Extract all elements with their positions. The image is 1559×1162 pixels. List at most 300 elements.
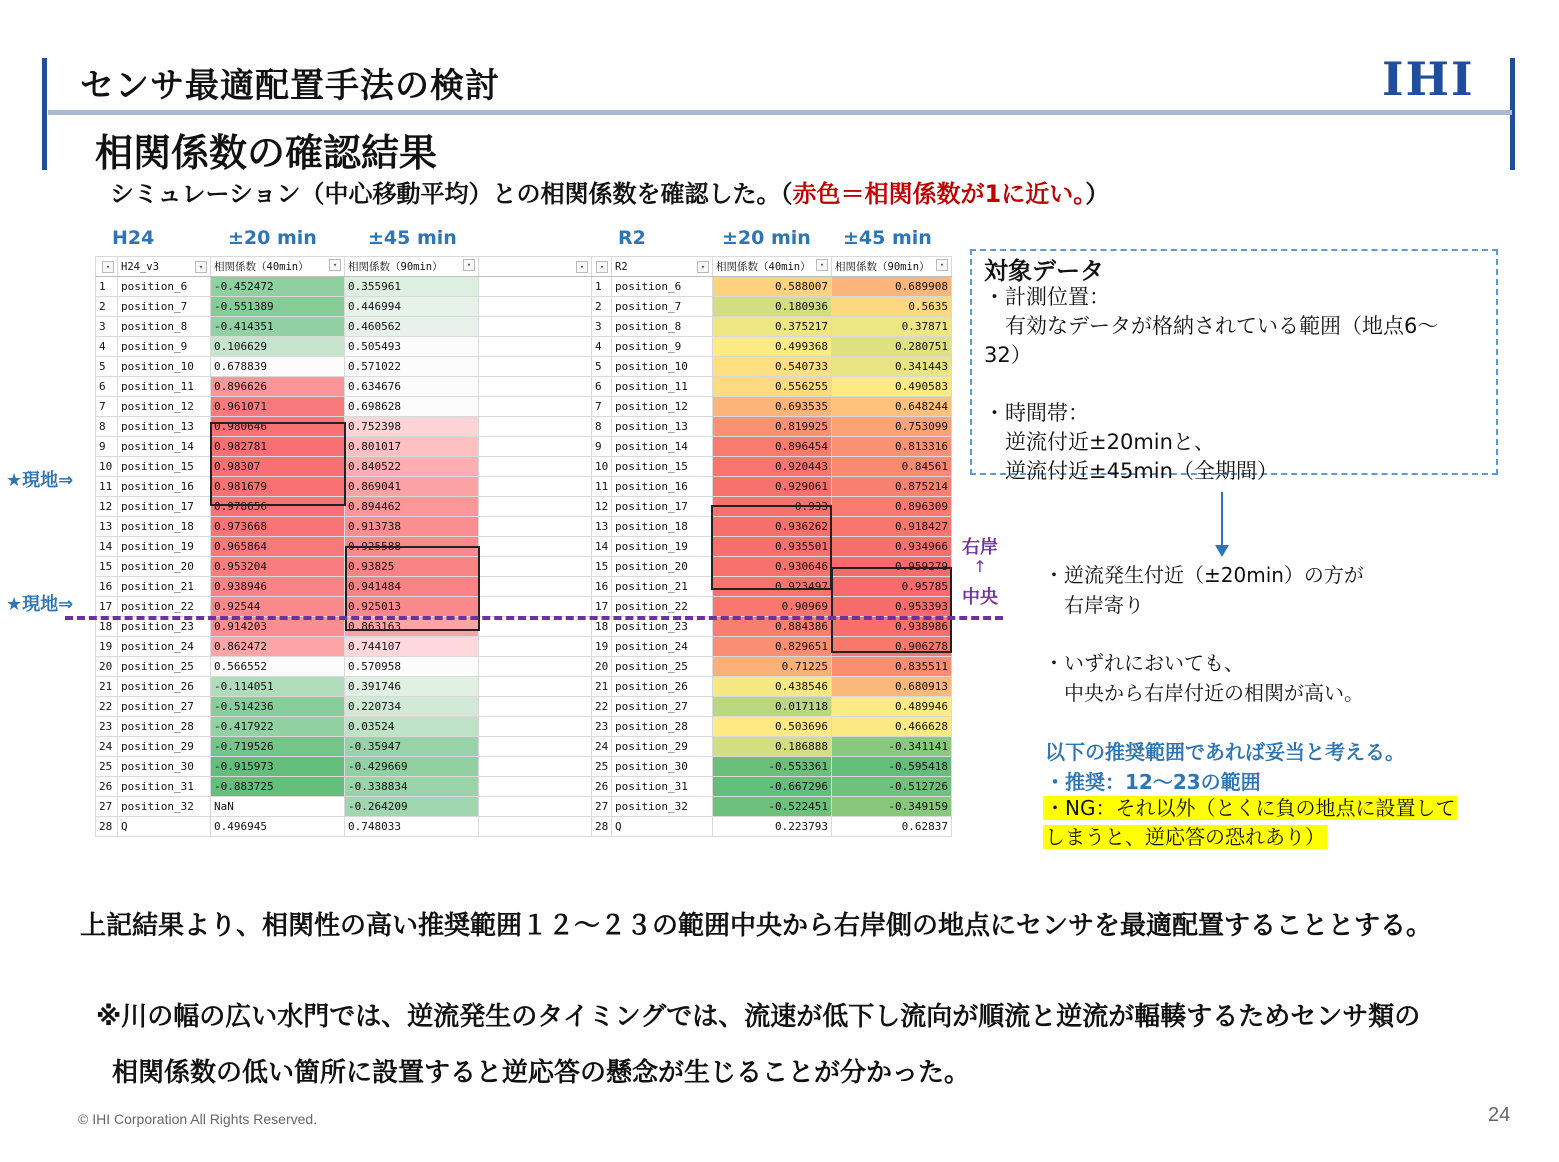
position-cell[interactable]: position_8 <box>118 317 211 337</box>
lead-prefix: シミュレーション（中心移動平均）との相関係数を確認した。（ <box>110 180 793 208</box>
corr-90min-cell[interactable]: 0.869041 <box>345 477 479 497</box>
corr-90min-cell[interactable]: 0.934966 <box>832 537 952 557</box>
row-index-cell[interactable]: 16 <box>592 577 612 597</box>
corr-40min-cell[interactable]: 0.503696 <box>713 717 832 737</box>
row-index-cell[interactable]: 6 <box>592 377 612 397</box>
corr-90min-cell[interactable]: 0.446994 <box>345 297 479 317</box>
row-index-cell[interactable]: 26 <box>592 777 612 797</box>
row-index-cell[interactable]: 5 <box>96 357 118 377</box>
site-marker-1: ★現地⇒ <box>6 470 74 491</box>
corr-40min-cell[interactable]: 0.106629 <box>211 337 345 357</box>
corr-40min-cell[interactable]: 0.375217 <box>713 317 832 337</box>
row-index-cell[interactable]: 2 <box>592 297 612 317</box>
h24-45min-label: ±45 min <box>368 227 457 249</box>
corr-40min-cell[interactable]: 0.678839 <box>211 357 345 377</box>
corr-90min-cell[interactable]: 0.490583 <box>832 377 952 397</box>
corr-40min-cell[interactable]: 0.930646 <box>713 557 832 577</box>
corr-40min-cell[interactable]: 0.920443 <box>713 457 832 477</box>
position-cell[interactable]: position_10 <box>118 357 211 377</box>
corr-40min-cell[interactable]: 0.499368 <box>713 337 832 357</box>
corr-90min-cell[interactable]: 0.925013 <box>345 597 479 617</box>
empty-cell[interactable] <box>479 677 592 697</box>
r2-20min-peak-box <box>711 505 832 590</box>
page-number: 24 <box>1488 1104 1511 1126</box>
position-cell[interactable]: position_17 <box>612 497 713 517</box>
corr-90min-cell[interactable]: 0.391746 <box>345 677 479 697</box>
position-cell[interactable]: position_29 <box>612 737 713 757</box>
position-cell[interactable]: position_15 <box>612 457 713 477</box>
row-index-cell[interactable]: 10 <box>592 457 612 477</box>
position-cell[interactable]: position_21 <box>118 577 211 597</box>
position-cell[interactable]: position_24 <box>612 637 713 657</box>
corr-90min-cell[interactable]: -0.338834 <box>345 777 479 797</box>
row-index-cell[interactable]: 18 <box>96 617 118 637</box>
corr-40min-cell[interactable]: 0.438546 <box>713 677 832 697</box>
row-index-cell[interactable]: 9 <box>592 437 612 457</box>
empty-cell[interactable] <box>479 317 592 337</box>
row-index-cell[interactable]: 11 <box>592 477 612 497</box>
empty-cell[interactable] <box>479 337 592 357</box>
corr-90min-cell[interactable]: 0.84561 <box>832 457 952 477</box>
empty-cell[interactable] <box>479 597 592 617</box>
filter-dropdown-icon[interactable]: ▾ <box>697 261 709 273</box>
corr-90min-cell[interactable]: 0.505493 <box>345 337 479 357</box>
row-index-cell[interactable]: 14 <box>96 537 118 557</box>
empty-cell[interactable] <box>479 437 592 457</box>
corr-90min-cell[interactable]: 0.03524 <box>345 717 479 737</box>
row-index-cell[interactable]: 13 <box>592 517 612 537</box>
row-index-cell[interactable]: 7 <box>592 397 612 417</box>
corr-40min-cell[interactable]: 0.973668 <box>211 517 345 537</box>
corr-40min-cell[interactable]: 0.92544 <box>211 597 345 617</box>
position-cell[interactable]: position_28 <box>118 717 211 737</box>
header-cell[interactable] <box>479 257 592 277</box>
corr-90min-cell[interactable]: 0.466628 <box>832 717 952 737</box>
table-row <box>96 397 592 417</box>
empty-cell[interactable] <box>479 397 592 417</box>
target-data-title: 対象データ <box>984 257 1104 285</box>
filter-dropdown-icon[interactable]: ▾ <box>463 259 475 271</box>
row-index-cell[interactable]: 16 <box>96 577 118 597</box>
filter-dropdown-icon[interactable]: ▾ <box>329 259 341 271</box>
position-cell[interactable]: position_22 <box>612 597 713 617</box>
row-index-cell[interactable]: 6 <box>96 377 118 397</box>
position-cell[interactable]: position_12 <box>612 397 713 417</box>
position-cell[interactable]: position_19 <box>118 537 211 557</box>
empty-cell[interactable] <box>479 297 592 317</box>
row-index-cell[interactable]: 21 <box>592 677 612 697</box>
position-cell[interactable]: position_12 <box>118 397 211 417</box>
filter-dropdown-icon[interactable]: ▾ <box>936 259 948 271</box>
corr-90min-cell[interactable]: 0.840522 <box>345 457 479 477</box>
table-row <box>96 557 592 577</box>
filter-dropdown-icon[interactable]: ▾ <box>195 261 207 273</box>
corr-90min-cell[interactable]: 0.93825 <box>345 557 479 577</box>
position-cell[interactable]: position_21 <box>612 577 713 597</box>
empty-cell[interactable] <box>479 777 592 797</box>
corr-40min-cell[interactable]: -0.719526 <box>211 737 345 757</box>
corr-40min-cell[interactable]: 0.556255 <box>713 377 832 397</box>
corr-40min-cell[interactable]: -0.522451 <box>713 797 832 817</box>
corr-90min-cell[interactable]: 0.953393 <box>832 597 952 617</box>
down-arrow-stem <box>1221 492 1223 546</box>
position-cell[interactable]: position_31 <box>612 777 713 797</box>
row-index-cell[interactable]: 23 <box>592 717 612 737</box>
corr-40min-cell[interactable]: -0.417922 <box>211 717 345 737</box>
position-cell[interactable]: position_29 <box>118 737 211 757</box>
position-cell[interactable]: position_25 <box>612 657 713 677</box>
empty-cell[interactable] <box>479 537 592 557</box>
corr-90min-cell[interactable]: 0.894462 <box>345 497 479 517</box>
header-cell[interactable] <box>592 257 612 277</box>
row-index-cell[interactable]: 18 <box>592 617 612 637</box>
corr-40min-cell[interactable]: 0.540733 <box>713 357 832 377</box>
corr-40min-cell[interactable]: 0.819925 <box>713 417 832 437</box>
header-cell[interactable] <box>612 257 713 277</box>
position-cell[interactable]: position_6 <box>118 277 211 297</box>
corr-40min-cell[interactable]: -0.915973 <box>211 757 345 777</box>
position-cell[interactable]: position_16 <box>612 477 713 497</box>
row-index-cell[interactable]: 28 <box>592 817 612 837</box>
table-row <box>592 417 952 437</box>
note-center-right: ・いずれにおいても、 中央から右岸付近の相関が高い。 <box>1044 651 1364 705</box>
row-index-cell[interactable]: 25 <box>96 757 118 777</box>
position-cell[interactable]: position_15 <box>118 457 211 477</box>
corr-40min-cell[interactable]: -0.883725 <box>211 777 345 797</box>
corr-90min-cell[interactable]: 0.941484 <box>345 577 479 597</box>
table-row <box>96 537 592 557</box>
row-index-cell[interactable]: 12 <box>592 497 612 517</box>
position-cell[interactable]: position_18 <box>118 517 211 537</box>
corr-90min-cell[interactable]: 0.220734 <box>345 697 479 717</box>
position-cell[interactable]: position_30 <box>118 757 211 777</box>
row-index-cell[interactable]: 27 <box>592 797 612 817</box>
corr-90min-cell[interactable]: 0.5635 <box>832 297 952 317</box>
empty-cell[interactable] <box>479 357 592 377</box>
corr-40min-cell[interactable]: 0.98307 <box>211 457 345 477</box>
corr-40min-cell[interactable]: NaN <box>211 797 345 817</box>
position-cell[interactable]: position_14 <box>612 437 713 457</box>
position-cell[interactable]: position_19 <box>612 537 713 557</box>
corr-90min-cell[interactable]: 0.748033 <box>345 817 479 837</box>
row-index-cell[interactable]: 12 <box>96 497 118 517</box>
position-cell[interactable]: position_16 <box>118 477 211 497</box>
empty-cell[interactable] <box>479 377 592 397</box>
header-label: 相関係数（90min） <box>348 261 443 273</box>
position-cell[interactable]: position_28 <box>612 717 713 737</box>
corr-90min-cell[interactable]: 0.280751 <box>832 337 952 357</box>
corr-40min-cell[interactable]: 0.953204 <box>211 557 345 577</box>
position-cell[interactable]: position_32 <box>118 797 211 817</box>
position-cell[interactable]: position_32 <box>612 797 713 817</box>
corr-90min-cell[interactable]: 0.634676 <box>345 377 479 397</box>
empty-cell[interactable] <box>479 657 592 677</box>
table-row <box>592 777 952 797</box>
corr-90min-cell[interactable]: 0.925588 <box>345 537 479 557</box>
row-index-cell[interactable]: 21 <box>96 677 118 697</box>
table-row <box>96 277 592 297</box>
table-row <box>592 477 952 497</box>
position-cell[interactable]: position_14 <box>118 437 211 457</box>
empty-cell[interactable] <box>479 797 592 817</box>
corr-40min-cell[interactable]: -0.667296 <box>713 777 832 797</box>
memo-line-2: 相関係数の低い箇所に設置すると逆応答の懸念が生じることが分かった。 <box>112 1058 971 1088</box>
empty-cell[interactable] <box>479 457 592 477</box>
corr-40min-cell[interactable]: 0.938946 <box>211 577 345 597</box>
corr-40min-cell[interactable]: 0.588007 <box>713 277 832 297</box>
corr-40min-cell[interactable]: -0.452472 <box>211 277 345 297</box>
corr-40min-cell[interactable]: 0.566552 <box>211 657 345 677</box>
down-arrow-icon <box>1215 545 1229 557</box>
empty-cell[interactable] <box>479 757 592 777</box>
header-cell[interactable] <box>211 257 345 277</box>
row-index-cell[interactable]: 20 <box>592 657 612 677</box>
row-index-cell[interactable]: 8 <box>592 417 612 437</box>
corr-90min-cell[interactable]: 0.913738 <box>345 517 479 537</box>
position-cell[interactable]: Q <box>118 817 211 837</box>
row-index-cell[interactable]: 1 <box>592 277 612 297</box>
corr-90min-cell[interactable]: 0.835511 <box>832 657 952 677</box>
corr-90min-cell[interactable]: 0.680913 <box>832 677 952 697</box>
row-index-cell[interactable]: 28 <box>96 817 118 837</box>
row-index-cell[interactable]: 10 <box>96 457 118 477</box>
corr-40min-cell[interactable]: -0.514236 <box>211 697 345 717</box>
corr-40min-cell[interactable]: 0.896454 <box>713 437 832 457</box>
corr-40min-cell[interactable]: 0.980646 <box>211 417 345 437</box>
corr-40min-cell[interactable]: 0.829651 <box>713 637 832 657</box>
table-row <box>96 817 592 837</box>
r2-45min-label: ±45 min <box>843 227 932 249</box>
position-cell[interactable]: position_18 <box>612 517 713 537</box>
empty-cell[interactable] <box>479 637 592 657</box>
corr-40min-cell[interactable]: 0.936262 <box>713 517 832 537</box>
row-index-cell[interactable]: 15 <box>592 557 612 577</box>
row-index-cell[interactable]: 1 <box>96 277 118 297</box>
corr-90min-cell[interactable]: -0.595418 <box>832 757 952 777</box>
corr-40min-cell[interactable]: 0.90969 <box>713 597 832 617</box>
corr-90min-cell[interactable]: 0.489946 <box>832 697 952 717</box>
row-index-cell[interactable]: 19 <box>592 637 612 657</box>
filter-dropdown-icon[interactable]: ▾ <box>816 259 828 271</box>
row-index-cell[interactable]: 17 <box>96 597 118 617</box>
position-cell[interactable]: position_30 <box>612 757 713 777</box>
row-index-cell[interactable]: 7 <box>96 397 118 417</box>
corr-90min-cell[interactable]: 0.753099 <box>832 417 952 437</box>
row-index-cell[interactable]: 5 <box>592 357 612 377</box>
empty-cell[interactable] <box>479 497 592 517</box>
corr-40min-cell[interactable]: 0.180936 <box>713 297 832 317</box>
corr-90min-cell[interactable]: -0.512726 <box>832 777 952 797</box>
table-row <box>592 277 952 297</box>
table-row <box>592 377 952 397</box>
corr-40min-cell[interactable]: 0.935501 <box>713 537 832 557</box>
position-cell[interactable]: position_22 <box>118 597 211 617</box>
header-cell[interactable] <box>118 257 211 277</box>
row-index-cell[interactable]: 24 <box>592 737 612 757</box>
row-index-cell[interactable]: 9 <box>96 437 118 457</box>
corr-40min-cell[interactable]: 0.017118 <box>713 697 832 717</box>
corr-90min-cell[interactable]: 0.875214 <box>832 477 952 497</box>
empty-cell[interactable] <box>479 417 592 437</box>
corr-90min-cell[interactable]: 0.918427 <box>832 517 952 537</box>
corr-90min-cell[interactable]: 0.355961 <box>345 277 479 297</box>
corr-40min-cell[interactable]: -0.553361 <box>713 757 832 777</box>
corr-90min-cell[interactable]: 0.801017 <box>345 437 479 457</box>
corr-90min-cell[interactable]: 0.460562 <box>345 317 479 337</box>
row-index-cell[interactable]: 2 <box>96 297 118 317</box>
table-row <box>96 377 592 397</box>
row-index-cell[interactable]: 8 <box>96 417 118 437</box>
corr-40min-cell[interactable]: 0.929061 <box>713 477 832 497</box>
empty-cell[interactable] <box>479 737 592 757</box>
corr-90min-cell[interactable]: 0.37871 <box>832 317 952 337</box>
row-index-cell[interactable]: 17 <box>592 597 612 617</box>
empty-cell[interactable] <box>479 517 592 537</box>
corr-40min-cell[interactable]: 0.914203 <box>211 617 345 637</box>
corr-90min-cell[interactable]: 0.95785 <box>832 577 952 597</box>
position-cell[interactable]: position_23 <box>118 617 211 637</box>
corr-90min-cell[interactable]: -0.264209 <box>345 797 479 817</box>
corr-40min-cell[interactable]: -0.551389 <box>211 297 345 317</box>
corr-40min-cell[interactable]: 0.693535 <box>713 397 832 417</box>
corr-90min-cell[interactable]: 0.863163 <box>345 617 479 637</box>
table-row <box>592 817 952 837</box>
row-index-cell[interactable]: 22 <box>96 697 118 717</box>
position-cell[interactable]: position_9 <box>118 337 211 357</box>
corr-90min-cell[interactable]: 0.906278 <box>832 637 952 657</box>
corr-40min-cell[interactable]: -0.414351 <box>211 317 345 337</box>
row-index-cell[interactable]: 15 <box>96 557 118 577</box>
corr-90min-cell[interactable]: 0.959279 <box>832 557 952 577</box>
position-cell[interactable]: position_13 <box>118 417 211 437</box>
table-row <box>96 357 592 377</box>
position-cell[interactable]: position_20 <box>118 557 211 577</box>
h24-correlation-table <box>95 256 592 837</box>
corr-90min-cell[interactable]: 0.938986 <box>832 617 952 637</box>
position-cell[interactable]: Q <box>612 817 713 837</box>
corr-40min-cell[interactable]: -0.114051 <box>211 677 345 697</box>
position-cell[interactable]: position_10 <box>612 357 713 377</box>
header-cell[interactable] <box>713 257 832 277</box>
position-cell[interactable]: position_11 <box>118 377 211 397</box>
position-cell[interactable]: position_26 <box>612 677 713 697</box>
corr-90min-cell[interactable]: 0.341443 <box>832 357 952 377</box>
position-cell[interactable]: position_8 <box>612 317 713 337</box>
corr-90min-cell[interactable]: 0.571022 <box>345 357 479 377</box>
corr-40min-cell[interactable]: 0.862472 <box>211 637 345 657</box>
corr-40min-cell[interactable]: 0.978656 <box>211 497 345 517</box>
corr-90min-cell[interactable]: 0.62837 <box>832 817 952 837</box>
corr-40min-cell[interactable]: 0.896626 <box>211 377 345 397</box>
table-row <box>96 297 592 317</box>
corr-40min-cell[interactable]: 0.71225 <box>713 657 832 677</box>
corr-90min-cell[interactable]: 0.698628 <box>345 397 479 417</box>
row-index-cell[interactable]: 19 <box>96 637 118 657</box>
row-index-cell[interactable]: 26 <box>96 777 118 797</box>
empty-cell[interactable] <box>479 557 592 577</box>
filter-dropdown-icon[interactable]: ▾ <box>102 261 114 273</box>
corr-90min-cell[interactable]: -0.429669 <box>345 757 479 777</box>
row-index-cell[interactable]: 13 <box>96 517 118 537</box>
position-cell[interactable]: position_13 <box>612 417 713 437</box>
header-cell[interactable] <box>345 257 479 277</box>
position-cell[interactable]: position_26 <box>118 677 211 697</box>
row-index-cell[interactable]: 3 <box>592 317 612 337</box>
corr-40min-cell[interactable]: 0.933 <box>713 497 832 517</box>
position-cell[interactable]: position_27 <box>612 697 713 717</box>
position-cell[interactable]: position_24 <box>118 637 211 657</box>
position-cell[interactable]: position_27 <box>118 697 211 717</box>
corr-90min-cell[interactable]: -0.341141 <box>832 737 952 757</box>
position-cell[interactable]: position_23 <box>612 617 713 637</box>
header-cell[interactable] <box>832 257 952 277</box>
empty-cell[interactable] <box>479 817 592 837</box>
r2-20min-label: ±20 min <box>722 227 811 249</box>
row-index-cell[interactable]: 25 <box>592 757 612 777</box>
corr-40min-cell[interactable]: 0.223793 <box>713 817 832 837</box>
corr-40min-cell[interactable]: 0.961071 <box>211 397 345 417</box>
position-cell[interactable]: position_17 <box>118 497 211 517</box>
corr-40min-cell[interactable]: 0.496945 <box>211 817 345 837</box>
corr-90min-cell[interactable]: 0.752398 <box>345 417 479 437</box>
corr-90min-cell[interactable]: 0.648244 <box>832 397 952 417</box>
position-cell[interactable]: position_9 <box>612 337 713 357</box>
header-cell[interactable] <box>96 257 118 277</box>
empty-cell[interactable] <box>479 277 592 297</box>
empty-cell[interactable] <box>479 717 592 737</box>
position-cell[interactable]: position_25 <box>118 657 211 677</box>
row-index-cell[interactable]: 3 <box>96 317 118 337</box>
position-cell[interactable]: position_7 <box>612 297 713 317</box>
position-cell[interactable]: position_20 <box>612 557 713 577</box>
position-cell[interactable]: position_7 <box>118 297 211 317</box>
corr-40min-cell[interactable]: 0.186888 <box>713 737 832 757</box>
row-index-cell[interactable]: 24 <box>96 737 118 757</box>
note-right-bank: ・逆流発生付近（±20min）の方が 右岸寄り <box>1044 563 1364 617</box>
corr-90min-cell[interactable]: 0.570958 <box>345 657 479 677</box>
corr-40min-cell[interactable]: 0.982781 <box>211 437 345 457</box>
corr-90min-cell[interactable]: -0.35947 <box>345 737 479 757</box>
corr-90min-cell[interactable]: 0.896309 <box>832 497 952 517</box>
empty-cell[interactable] <box>479 477 592 497</box>
row-index-cell[interactable]: 4 <box>592 337 612 357</box>
corr-90min-cell[interactable]: -0.349159 <box>832 797 952 817</box>
position-cell[interactable]: position_31 <box>118 777 211 797</box>
corr-40min-cell[interactable]: 0.965864 <box>211 537 345 557</box>
corr-90min-cell[interactable]: 0.689908 <box>832 277 952 297</box>
empty-cell[interactable] <box>479 577 592 597</box>
corr-90min-cell[interactable]: 0.744107 <box>345 637 479 657</box>
position-cell[interactable]: position_6 <box>612 277 713 297</box>
row-index-cell[interactable]: 27 <box>96 797 118 817</box>
corr-40min-cell[interactable]: 0.981679 <box>211 477 345 497</box>
table-row <box>592 697 952 717</box>
empty-cell[interactable] <box>479 697 592 717</box>
row-index-cell[interactable]: 20 <box>96 657 118 677</box>
corr-90min-cell[interactable]: 0.813316 <box>832 437 952 457</box>
corr-40min-cell[interactable]: 0.884386 <box>713 617 832 637</box>
filter-dropdown-icon[interactable]: ▾ <box>576 261 588 273</box>
row-index-cell[interactable]: 22 <box>592 697 612 717</box>
filter-dropdown-icon[interactable]: ▾ <box>596 261 608 273</box>
row-index-cell[interactable]: 14 <box>592 537 612 557</box>
row-index-cell[interactable]: 23 <box>96 717 118 737</box>
row-index-cell[interactable]: 4 <box>96 337 118 357</box>
ng-note <box>1043 794 1457 852</box>
position-cell[interactable]: position_11 <box>612 377 713 397</box>
row-index-cell[interactable]: 11 <box>96 477 118 497</box>
corr-40min-cell[interactable]: 0.923497 <box>713 577 832 597</box>
